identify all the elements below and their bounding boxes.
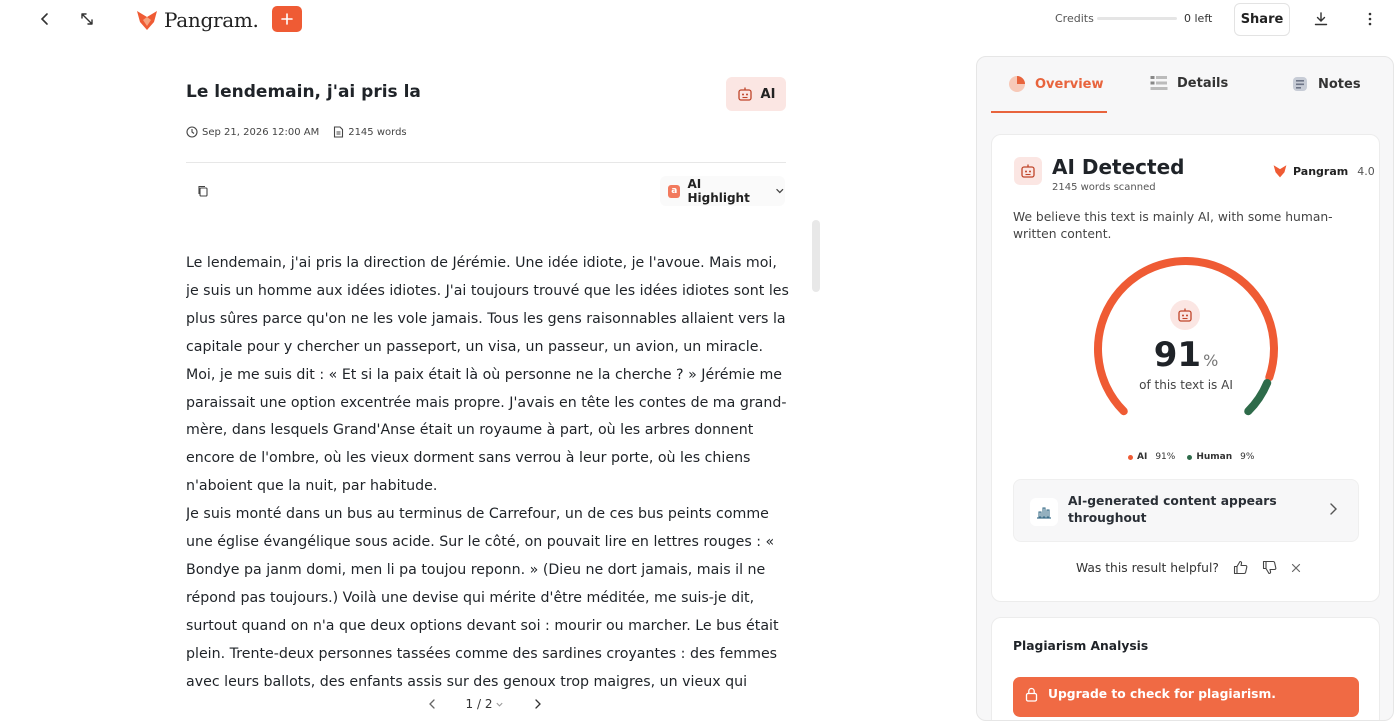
- header-divider: [186, 162, 786, 163]
- legend-item-human: [1187, 452, 1254, 462]
- robot-icon: [737, 86, 753, 102]
- chevron-right-icon: [1328, 502, 1338, 516]
- pangram-logo[interactable]: [136, 8, 259, 32]
- pangram-fox-icon: [136, 9, 158, 31]
- result-title: AI Detected: [1052, 155, 1185, 179]
- lock-icon: [1025, 687, 1038, 702]
- legend-dot: [1187, 455, 1192, 460]
- document-scrollbar[interactable]: [812, 220, 820, 292]
- pangram-fox-icon: [1273, 164, 1287, 178]
- detection-result-card: [991, 134, 1380, 602]
- credits-remaining: 0 left: [1184, 12, 1213, 25]
- prev-page-icon[interactable]: [420, 695, 444, 713]
- document-meta: [186, 126, 421, 138]
- plagiarism-card: [991, 617, 1380, 721]
- ai-classification-badge[interactable]: [726, 77, 786, 111]
- result-summary: We believe this text is mainly AI, with some human-written content.: [1013, 210, 1333, 241]
- tab-label: Details: [1177, 75, 1229, 91]
- document-icon: [333, 126, 344, 138]
- legend-item-ai: [1128, 452, 1175, 462]
- ai-highlight-dropdown[interactable]: [660, 176, 785, 206]
- tab-details[interactable]: [1150, 75, 1228, 91]
- thumbs-up-icon[interactable]: [1233, 560, 1248, 575]
- model-version: 4.0: [1357, 164, 1375, 178]
- more-vertical-icon[interactable]: [1359, 8, 1381, 30]
- notes-icon: [1291, 75, 1309, 93]
- close-icon[interactable]: [1291, 563, 1301, 573]
- brand-name: Pangram.: [164, 8, 259, 32]
- new-document-button[interactable]: [272, 6, 302, 32]
- document-title: Le lendemain, j'ai pris la: [186, 82, 421, 102]
- model-brand: [1273, 164, 1375, 178]
- tab-overview[interactable]: [1008, 75, 1104, 93]
- model-name: Pangram: [1293, 164, 1349, 178]
- highlight-badge: a: [668, 185, 680, 198]
- document-word-count: 2145 words: [348, 126, 407, 138]
- clock-icon: [186, 126, 198, 138]
- next-page-icon[interactable]: [526, 695, 550, 713]
- expand-icon[interactable]: [76, 8, 98, 30]
- tab-label: Overview: [1035, 76, 1104, 92]
- active-tab-indicator: [991, 111, 1107, 113]
- credits-progress-bar: [1097, 17, 1177, 20]
- upgrade-plagiarism-button[interactable]: [1013, 677, 1359, 717]
- chevron-down-icon: [775, 186, 785, 196]
- copy-icon[interactable]: [196, 183, 210, 197]
- legend-dot: [1128, 455, 1133, 460]
- page-number: 1 / 2: [465, 697, 493, 711]
- ai-badge-label: AI: [760, 86, 776, 102]
- download-icon[interactable]: [1310, 8, 1332, 30]
- tab-notes[interactable]: [1291, 75, 1361, 93]
- document-body: [186, 250, 790, 698]
- ai-percentage-gauge: [1086, 257, 1286, 443]
- plus-icon: [281, 13, 293, 25]
- legend-label: AI: [1137, 452, 1148, 462]
- legend-label: Human: [1196, 452, 1233, 462]
- pagination: [420, 694, 550, 714]
- words-scanned: 2145 words scanned: [1052, 182, 1156, 193]
- paragraph: Je suis monté dans un bus au terminus de Carrefour, un de ces bus peints comme une église évangélique sous acide. Sur le côté, on pouvait lire en lettres rouges : « Bondye pa janm domi, men li pa toujou reponn. » (Dieu ne dort jamais, mais il ne répond pas toujours.) Voilà une devise qui mérite d'être méditée, me suis-je dit, surtout quand on n'a que deux options devant soi : mourir ou marcher. Le bus était plein. Trente-deux personnes tassées comme des sardines croyantes : des femmes avec leurs ballots, des enfants assis sur des genoux trop maigres, un vieux qui: [186, 506, 779, 690]
- tab-label: Notes: [1318, 76, 1361, 92]
- insight-row[interactable]: [1013, 479, 1359, 542]
- pie-chart-icon: [1008, 75, 1026, 93]
- legend-value: 91%: [1155, 452, 1176, 462]
- ai-percentage-value: 91: [1153, 335, 1202, 375]
- top-bar: [0, 0, 1400, 38]
- legend-value: 9%: [1240, 452, 1255, 462]
- list-icon: [1150, 75, 1168, 91]
- percentage-caption: of this text is AI: [1139, 378, 1233, 392]
- percent-sign: %: [1203, 351, 1219, 370]
- upgrade-label: Upgrade to check for plagiarism.: [1048, 687, 1276, 701]
- bar-chart-icon: [1030, 498, 1058, 526]
- share-button[interactable]: Share: [1234, 3, 1290, 36]
- feedback-row: [1076, 560, 1301, 575]
- chevron-down-icon: [495, 700, 504, 709]
- back-arrow-icon[interactable]: [34, 8, 56, 30]
- ai-percentage: [1086, 335, 1286, 375]
- page-indicator[interactable]: [466, 697, 505, 711]
- gauge-legend: [1128, 452, 1254, 462]
- paragraph: Le lendemain, j'ai pris la direction de Jérémie. Une idée idiote, je l'avoue. Mais moi, je suis un homme aux idées idiotes. J'ai toujours trouvé que les idées idiotes sont les plus sûres parce qu'on ne les vole jamais. Tous les gens raisonnables allaient vers la capitale pour y chercher un passeport, un visa, un passeur, un avion, un miracle. Moi, je me suis dit : « Et si la paix était là où personne ne la cherche ? » Jérémie me paraissait une option excentrée mais propre. J'avais en tête les contes de ma grand-mère, dans lesquels Grand'Anse était un royaume à part, où les arbres donnent encore de l'ombre, où les vieux dorment sans verrou à leur porte, où les chiens n'aboient que la nuit, par habitude.: [186, 255, 789, 495]
- plagiarism-title: Plagiarism Analysis: [1013, 639, 1149, 653]
- credits-label: Credits: [1055, 12, 1094, 25]
- panel-tabs: [977, 57, 1394, 113]
- results-panel: [976, 56, 1394, 721]
- feedback-question: Was this result helpful?: [1076, 560, 1219, 575]
- robot-icon: [1170, 300, 1200, 330]
- document-date: Sep 21, 2026 12:00 AM: [202, 126, 320, 138]
- highlight-mode-label: AI Highlight: [687, 177, 750, 205]
- robot-icon: [1014, 157, 1042, 185]
- thumbs-down-icon[interactable]: [1262, 560, 1277, 575]
- insight-text: AI-generated content appears throughout: [1068, 494, 1277, 525]
